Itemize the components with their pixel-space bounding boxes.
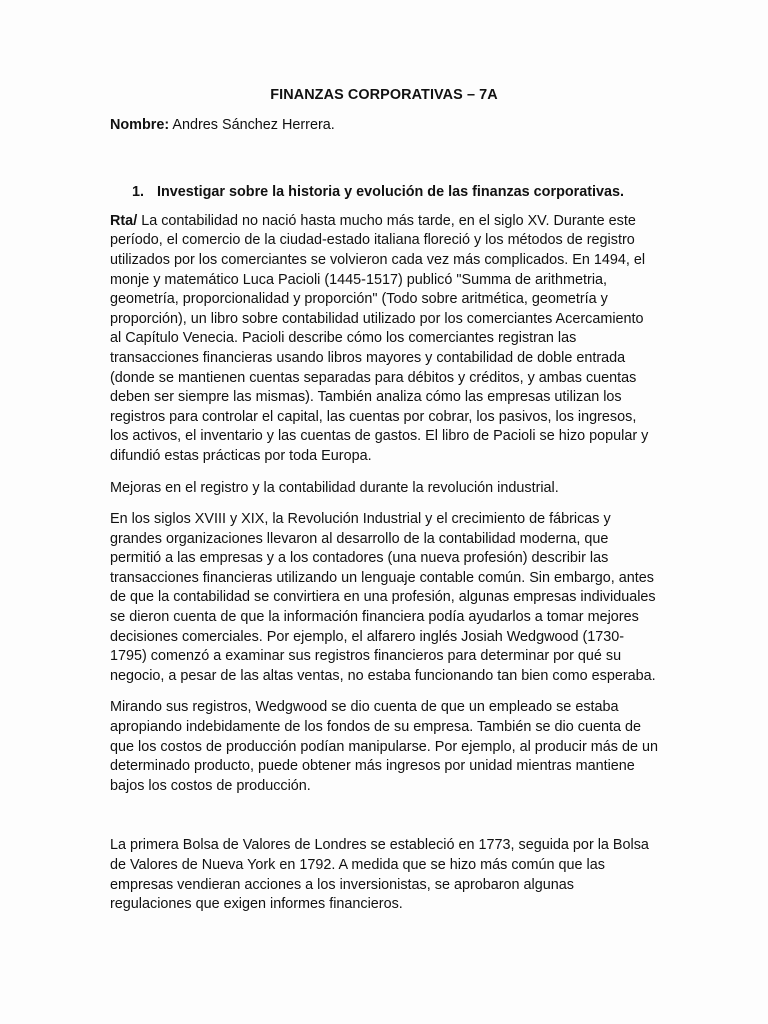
answer-paragraph: [110, 212, 658, 467]
question-item: [132, 183, 658, 203]
document-title: FINANZAS CORPORATIVAS – 7A: [270, 87, 498, 103]
paragraph-wedgwood: Mirando sus registros, Wedgwood se dio cuenta de que un empleado se estaba apropiando indebidamente de los fondos de su empresa. También se dio cuenta de que los costos de producción podían manipularse. Por ejemplo, al producir más de un determinado producto, puede obtener más ingresos por unidad mientras mantiene bajos los costos de producción.: [110, 699, 658, 794]
question-text: Investigar sobre la historia y evolución de las finanzas corporativas.: [157, 184, 625, 201]
document-content: [110, 86, 658, 927]
answer-text: La contabilidad no nació hasta mucho más tarde, en el siglo XV. Durante este período, el comercio de la ciudad-estado italiana floreció y los métodos de registro utilizados por los comerciantes se volvieron cada vez más complicados. En 1494, el monje y matemático Luca Pacioli (1445-1517) publicó "Summa de arithmetria, geometría, proporcionalidad y proporción" (Todo sobre aritmética, geometría y proporción), un libro sobre contabilidad utilizado por los comerciantes Acercamiento al Capítulo Venecia. Pacioli describe cómo los comerciantes registran las transacciones financieras usando libros mayores y contabilidad de doble entrada (donde se mantienen cuentas separadas para débitos y créditos, y ambas cuentas deben ser siempre las mismas). También analiza cómo las empresas utilizan los registros para controlar el capital, las cuentas por cobrar, los pasivos, los ingresos, los activos, el inventario y las cuentas de gastos. El libro de Pacioli se hizo popular y difundió estas prácticas por toda Europa.: [110, 212, 649, 464]
name-value: Andres Sánchez Herrera.: [172, 116, 335, 133]
paragraph-heading-industrial: Mejoras en el registro y la contabilidad durante la revolución industrial.: [110, 479, 559, 496]
student-name-line: [110, 116, 658, 136]
question-number: 1.: [132, 184, 145, 201]
paragraph-stock-exchange: La primera Bolsa de Valores de Londres se estableció en 1773, seguida por la Bolsa de Valores de Nueva York en 1792. A medida que se hizo más común que las empresas vendieran acciones a los inversionistas, se aprobaron algunas regulaciones que exigen informes financieros.: [110, 837, 649, 913]
paragraph-modern-accounting: En los siglos XVIII y XIX, la Revolución Industrial y el crecimiento de fábricas y grandes organizaciones llevaron al desarrollo de la contabilidad moderna, que permitió a las empresas y a los contadores (una nueva profesión) describir las transacciones financieras utilizando un lenguaje contable común. Sin embargo, antes de que la contabilidad se convirtiera en una profesión, algunas empresas individuales se dieron cuenta de que la información financiera podía ayudarlos a tomar mejores decisiones comerciales. Por ejemplo, el alfarero inglés Josiah Wedgwood (1730-1795) comenzó a examinar sus registros financieros para determinar por qué su negocio, a pesar de las altas ventas, no estaba funcionando tan bien como esperaba.: [110, 511, 656, 684]
name-label: Nombre:: [110, 116, 170, 133]
answer-label: Rta/: [110, 212, 138, 229]
